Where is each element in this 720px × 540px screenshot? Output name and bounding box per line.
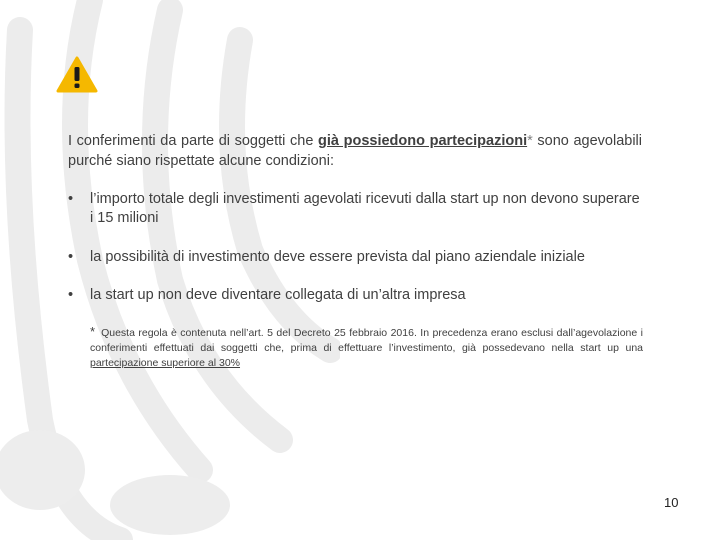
intro-asterisk: * bbox=[527, 133, 533, 149]
list-item-text: la possibilità di investimento deve essere prevista dal piano aziendale iniziale bbox=[90, 249, 585, 265]
bullet-icon: • bbox=[68, 249, 74, 265]
footnote-text: Questa regola è contenuta nell’art. 5 del Decreto 25 febbraio 2016. In precedenza erano esclusi dall’agevolazione i conferimenti effettuati dai soggetti che, prima di effettuare l’investimento, già possedevano nella start up una bbox=[90, 327, 643, 354]
intro-paragraph bbox=[68, 131, 642, 171]
bullet-icon: • bbox=[68, 287, 74, 303]
footnote-marker: * bbox=[90, 324, 96, 339]
intro-highlight: già possiedono partecipazioni bbox=[318, 133, 528, 149]
list-item bbox=[68, 286, 642, 305]
page-number: 10 bbox=[664, 495, 679, 510]
footnote bbox=[90, 324, 643, 371]
watermark-logo bbox=[0, 0, 340, 540]
list-item bbox=[68, 248, 642, 267]
intro-text-start: I conferimenti da parte di soggetti che bbox=[68, 133, 319, 149]
warning-icon bbox=[56, 56, 98, 94]
list-item-text: la start up non deve diventare collegata di un’altra impresa bbox=[90, 287, 466, 303]
footnote-underlined: partecipazione superiore al 30% bbox=[90, 357, 241, 369]
bullet-icon: • bbox=[68, 191, 74, 207]
list-item-text: l’importo totale degli investimenti agevolati ricevuti dalla start up non devono superare i 15 milioni bbox=[90, 191, 640, 226]
list-item bbox=[68, 190, 642, 228]
intro-text-end: sono agevolabili purché siano rispettate alcune condizioni: bbox=[68, 133, 642, 169]
